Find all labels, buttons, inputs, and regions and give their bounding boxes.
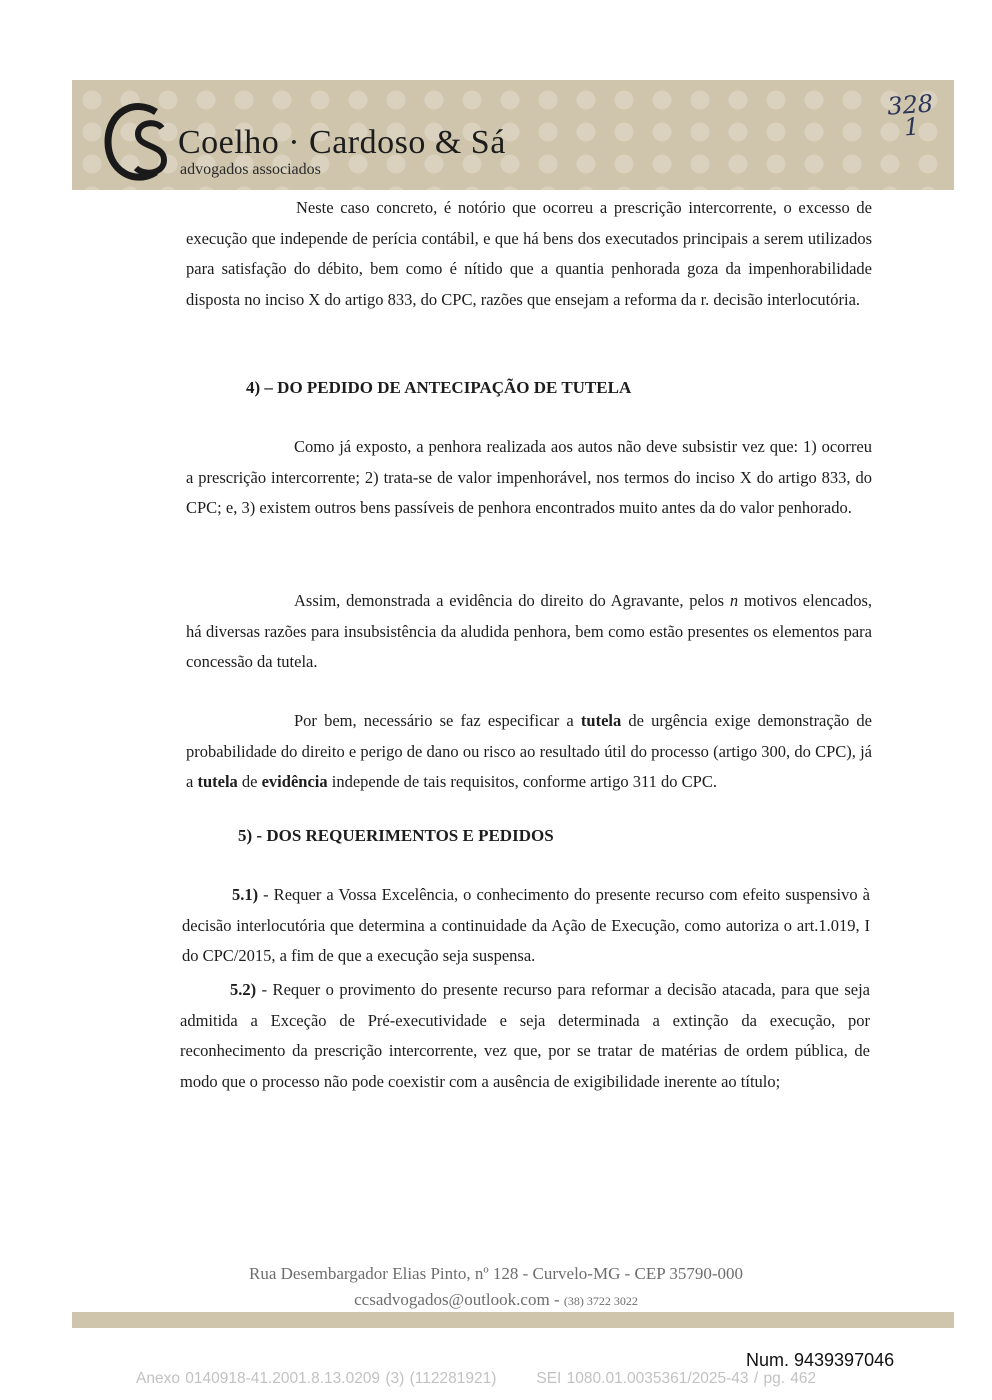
footer-contact — [0, 1290, 992, 1310]
annex-id: Anexo 0140918-41.2001.8.13.0209 (3) (112281921) — [136, 1370, 497, 1387]
p4-part-b: de urgência exige demonstração de probabilidade do direito e perigo de dano ou risco ao resultado útil do processo (artigo 300, do CPC), já a — [186, 711, 873, 791]
request-5-1-text: - Requer a Vossa Excelência, o conhecimento do presente recurso com efeito suspensivo à decisão interlocutória que determina a continuidade da Ação de Execução, como autoriza o art.1.019, I do CPC/2015, a fim de que a execução seja suspensa. — [182, 885, 870, 965]
firm-logo-icon — [104, 98, 174, 186]
footer-separator: - — [549, 1290, 564, 1309]
request-5-2-text: - Requer o provimento do presente recurso para reformar a decisão atacada, para que seja admitida a Exceção de Pré-executividade e seja determinada a extinção da execução, por reconhecimento da prescrição intercorrente, vez que, por se tratar de matérias de ordem pública, de modo que o processo não pode coexistir com a ausência de exigibilidade inerente ao título; — [180, 980, 870, 1091]
p3-part-b: motivos elencados, há diversas razões para insubsistência da aludida penhora, bem como estão presentes os elementos para concessão da tutela. — [186, 591, 872, 671]
p4-tutela-2: tutela — [197, 772, 238, 791]
firm-name: Coelho · Cardoso & Sá — [178, 124, 506, 161]
request-5-1 — [182, 880, 870, 972]
sei-reference: SEI 1080.01.0035361/2025-43 / pg. 462 — [536, 1370, 817, 1387]
document-number: Num. 9439397046 — [746, 1350, 895, 1370]
annex-reference — [136, 1370, 816, 1388]
paragraph-penhora: Como já exposto, a penhora realizada aos autos não deve subsistir vez que: 1) ocorreu a prescrição intercorrente; 2) trata-se de valor impenhorável, nos termos do inciso X do artigo 833, do CPC; e, 3) existem outros bens passíveis de penhora encontrados muito antes da do valor penhorado. — [186, 437, 872, 517]
handwritten-page-value: 328 — [886, 89, 934, 121]
footer-band — [72, 1312, 954, 1328]
request-5-2 — [180, 975, 870, 1097]
heading-requerimentos: 5) - DOS REQUERIMENTOS E PEDIDOS — [238, 826, 554, 845]
request-5-2-label: 5.2) — [230, 980, 257, 999]
footer-email: ccsadvogados@outlook.com — [354, 1290, 550, 1309]
p4-tutela-1: tutela — [580, 711, 622, 730]
paragraph-tutela-urgencia — [186, 706, 872, 798]
paragraph-conclusion: Neste caso concreto, é notório que ocorreu a prescrição intercorrente, o excesso de execução que independe de perícia contábil, e que há bens dos executados principais a serem utilizados para satisfação do débito, bem como é nítido que a quantia penhorada goza da impenhorabilidade disposta no inciso X do artigo 833, do CPC, razões que ensejam a reforma da r. decisão interlocutória. — [186, 198, 872, 309]
footer-phone: (38) 3722 3022 — [563, 1294, 638, 1308]
footer-address: Rua Desembargador Elias Pinto, nº 128 - Curvelo-MG - CEP 35790-000 — [249, 1264, 743, 1283]
p4-part-a: Por bem, necessário se faz especificar a — [294, 711, 581, 730]
firm-subtitle: advogados associados — [180, 161, 321, 178]
request-5-1-label: 5.1) — [232, 885, 259, 904]
p3-n: n — [729, 591, 739, 610]
paragraph-evidencia — [186, 586, 872, 678]
p4-part-d: independe de tais requisitos, conforme artigo 311 do CPC. — [327, 772, 717, 791]
p3-part-a: Assim, demonstrada a evidência do direito do Agravante, pelos — [294, 591, 730, 610]
p4-evidencia: evidência — [261, 772, 328, 791]
heading-antecipacao-tutela: 4) – DO PEDIDO DE ANTECIPAÇÃO DE TUTELA — [246, 378, 632, 397]
p4-part-c: de — [237, 772, 262, 791]
handwritten-page-number — [886, 89, 936, 142]
handwritten-mark: 1 — [903, 112, 921, 142]
